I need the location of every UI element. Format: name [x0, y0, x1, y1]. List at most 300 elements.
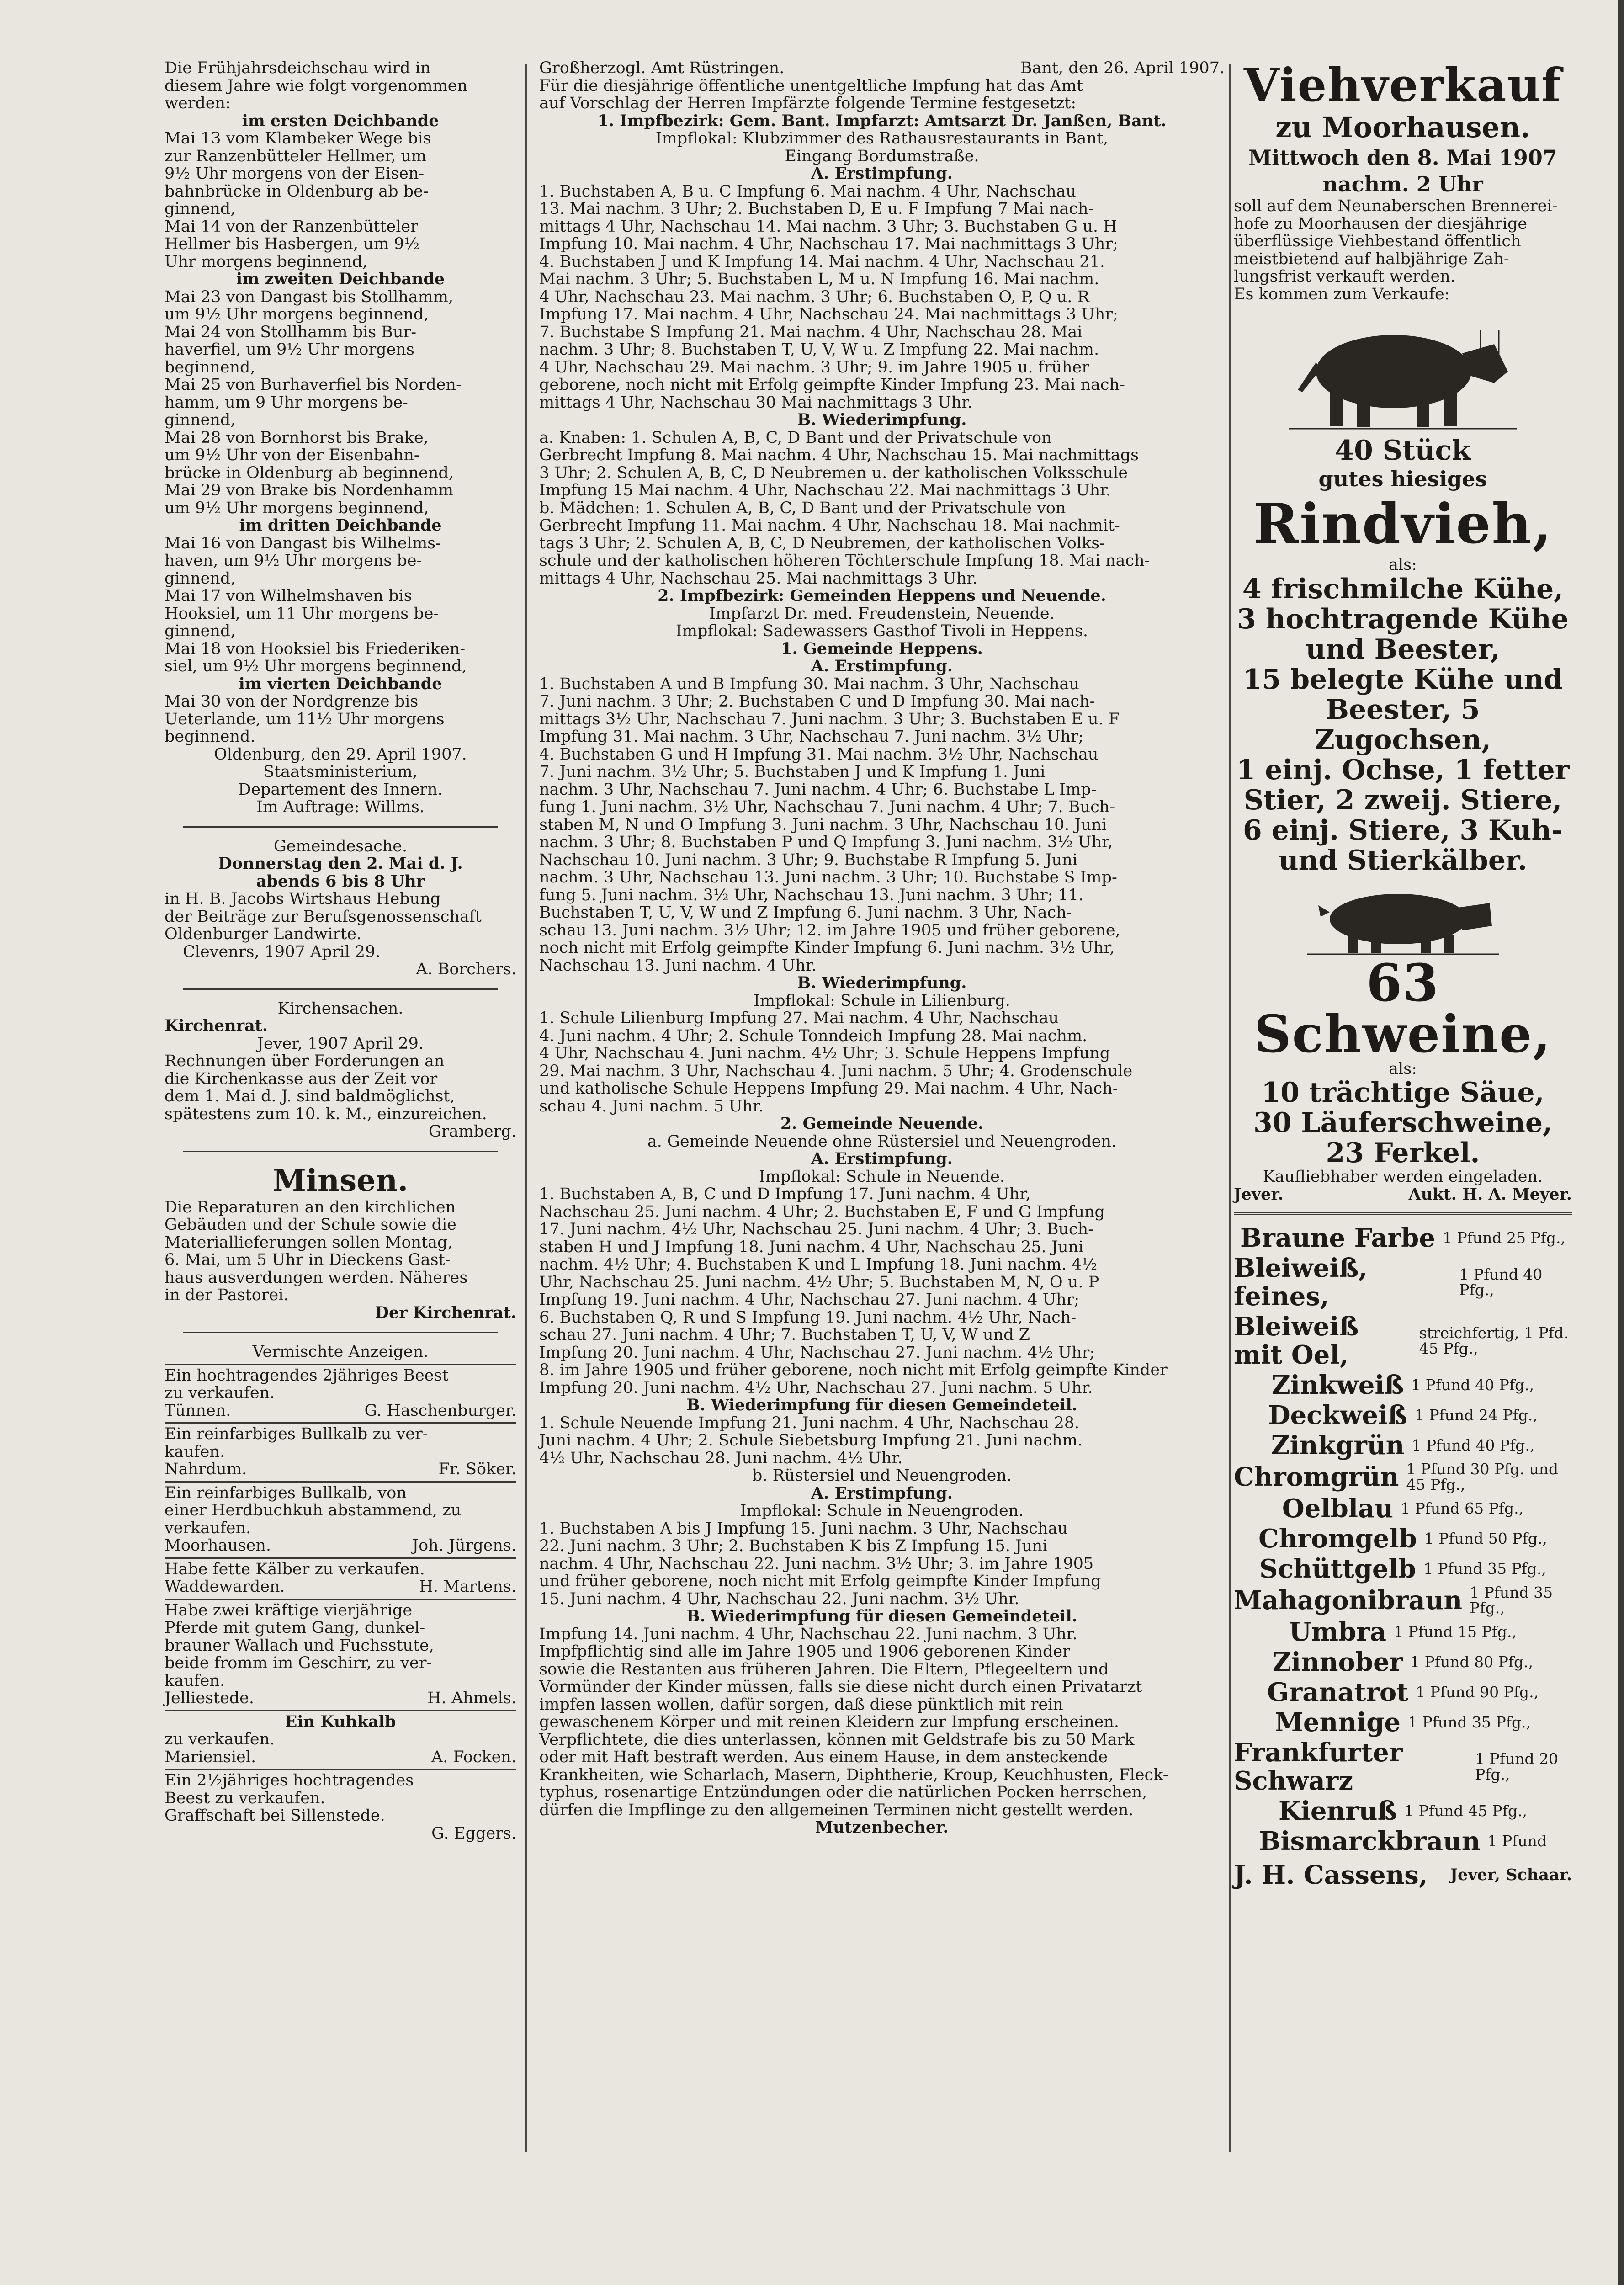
- paint-price: 1 Pfund 40 Pfg.,: [1412, 1436, 1535, 1454]
- minsen-heading: Minsen.: [272, 1162, 409, 1198]
- notice-line: noch nicht mit Erfolg geimpfte Kinder Impfung 6. Juni nachm. 3½ Uhr,: [539, 939, 1115, 957]
- cow-illustration: [1234, 303, 1572, 436]
- ad-name: Aukt. H. A. Meyer.: [1408, 1185, 1572, 1204]
- column-right: [1234, 59, 1572, 1890]
- ad-footer: [165, 1537, 516, 1555]
- notice-line: Verpflichtete, die dies unterlassen, können mit Geldstrafe bis zu 50 Mark: [539, 1730, 1135, 1749]
- notice-line: gewaschenem Körper und mit reinen Kleidern zur Impfung erscheinen.: [539, 1713, 1120, 1731]
- notice-line: um 9½ Uhr morgens beginnend,: [165, 305, 429, 324]
- paint-name: Zinnober: [1272, 1647, 1403, 1677]
- paint-name: Chromgrün: [1234, 1462, 1399, 1492]
- notice-line: Vormünder der Kinder müssen, falls sie diese nicht durch einen Privatarzt: [539, 1678, 1142, 1696]
- ad-line: kaufen.: [165, 1671, 225, 1690]
- paint-name: Granatrot: [1267, 1677, 1409, 1707]
- ad-footer: [165, 1825, 516, 1843]
- notice-line: auf Vorschlag der Herren Impfärzte folgende Termine festgesetzt:: [539, 94, 1077, 112]
- ad-line: meistbietend auf halbjährige Zah-: [1234, 250, 1509, 268]
- notice-line: Nachschau 13. Juni nachm. 4 Uhr.: [539, 956, 817, 975]
- notice-line: spätestens zum 10. k. M., einzureichen.: [165, 1105, 487, 1123]
- paint-item: [1234, 1254, 1572, 1311]
- notice-line: Mai 23 von Dangast bis Stollhamm,: [165, 287, 454, 306]
- notice-line: ginnend,: [165, 569, 236, 588]
- paint-item: [1234, 1648, 1572, 1676]
- notice-line: Ueterlande, um 11½ Uhr morgens: [165, 710, 445, 728]
- ad-line: Graffschaft bei Sillenstede.: [165, 1807, 385, 1825]
- notice-line: Impfung 10. Mai nachm. 4 Uhr, Nachschau 17. Mai nachmittags 3 Uhr;: [539, 235, 1118, 253]
- cattle-line: und Stierkälber.: [1278, 844, 1528, 877]
- ad-line: überflüssige Viehbestand öffentlich: [1234, 232, 1521, 250]
- paint-name: Umbra: [1289, 1617, 1386, 1647]
- section-heading: Gemeindesache.: [273, 837, 408, 856]
- notice-line: schau 13. Juni nachm. 3½ Uhr; 12. im Jahre 1905 und früher geborene,: [539, 921, 1120, 940]
- paint-price: streichfertig, 1 Pfd. 45 Pfg.,: [1419, 1324, 1569, 1357]
- notice-line: Impfung 31. Mai nachm. 3 Uhr, Nachschau 7. Juni nachm. 3½ Uhr;: [539, 728, 1084, 746]
- paint-price: 1 Pfund 90 Pfg.,: [1416, 1683, 1539, 1701]
- notice-line: 1. Buchstaben A, B, C und D Impfung 17. Juni nachm. 4 Uhr,: [539, 1185, 1031, 1203]
- paint-price: 1 Pfund 40 Pfg.,: [1411, 1376, 1534, 1394]
- pig-icon: [1307, 876, 1499, 958]
- notice-line: 6. Mai, um 5 Uhr in Dieckens Gast-: [165, 1251, 451, 1269]
- signature-line: Oldenburg, den 29. April 1907.: [214, 745, 467, 764]
- notice-line: und früher geborene, noch nicht mit Erfolg geimpfte Kinder Impfung: [539, 1572, 1101, 1590]
- notice-line: Mai 30 von der Nordgrenze bis: [165, 692, 419, 711]
- subheading: A. Erstimpfung.: [811, 1149, 953, 1168]
- column-left: [165, 59, 516, 1842]
- notice-line: mittags 4 Uhr, Nachschau 25. Mai nachmittags 3 Uhr.: [539, 569, 978, 588]
- column-middle: [539, 59, 1225, 1837]
- notice-line: Materiallieferungen sollen Montag,: [165, 1233, 453, 1252]
- paint-price: 1 Pfund 45 Pfg.,: [1404, 1802, 1528, 1820]
- ad-line: zu verkaufen.: [165, 1384, 275, 1402]
- notice-line: 9½ Uhr morgens von der Eisen-: [165, 165, 425, 183]
- notice-line: b. Mädchen: 1. Schulen A, B, C, D Bant und der Privatschule von: [539, 499, 1066, 517]
- ad-footer: [165, 1402, 516, 1420]
- ad-line: hofe zu Moorhausen der diesjährige: [1234, 214, 1528, 233]
- paint-name: Oelblau: [1282, 1493, 1394, 1524]
- notice-line: 1. Buchstaben A bis J Impfung 15. Juni nachm. 3 Uhr, Nachschau: [539, 1519, 1068, 1538]
- notice-line: Krankheiten, wie Scharlach, Masern, Diphtherie, Kroup, Keuchhusten, Fleck-: [539, 1765, 1168, 1784]
- signature-line: A. Borchers.: [416, 960, 516, 978]
- notice-line: 4. Juni nachm. 4 Uhr; 2. Schule Tonndeich Impfung 28. Mai nachm.: [539, 1026, 1088, 1045]
- notice-line: Impfung 15 Mai nachm. 4 Uhr, Nachschau 22. Mai nachmittags 3 Uhr.: [539, 481, 1111, 500]
- notice-line: Impfpflichtig sind alle im Jahre 1905 und 1906 geborenen Kinder: [539, 1642, 1070, 1661]
- signature-line: Mutzenbecher.: [815, 1818, 949, 1837]
- notice-line: nachm. 3 Uhr, Nachschau 7. Juni nachm. 4 Uhr; 6. Buchstabe L Imp-: [539, 780, 1097, 799]
- paint-name: Mahagonibraun: [1234, 1585, 1463, 1615]
- ad-line: beide fromm im Geschirr, zu ver-: [165, 1654, 432, 1672]
- ad-name: G. Eggers.: [431, 1824, 516, 1843]
- ad-line: Kaufliebhaber werden eingeladen.: [1263, 1168, 1543, 1186]
- subheading: 2. Gemeinde Neuende.: [780, 1114, 984, 1133]
- notice-line: haverfiel, um 9½ Uhr morgens: [165, 340, 414, 359]
- notice-line: schau 27. Juni nachm. 4 Uhr; 7. Buchstaben T, U, V, W und Z: [539, 1326, 1030, 1344]
- section-heading: im vierten Deichbande: [239, 674, 442, 693]
- ad-line: Habe fette Kälber zu verkaufen.: [165, 1560, 425, 1578]
- pig-illustration: [1234, 876, 1572, 958]
- notice-line: Mai 25 von Burhaverfiel bis Norden-: [165, 376, 462, 394]
- notice-line: geborene, noch nicht mit Erfolg geimpfte Kinder Impfung 23. Mai nach-: [539, 376, 1125, 394]
- ad-line: einer Herdbuchkuh abstammend, zu: [165, 1501, 462, 1520]
- notice-line: nachm. 3 Uhr, Nachschau 13. Juni nachm. 3 Uhr; 10. Buchstabe S Imp-: [539, 868, 1117, 887]
- subheading: 1. Gemeinde Heppens.: [781, 639, 983, 658]
- separator-rule: [183, 988, 498, 990]
- notice-line: der Beiträge zur Berufsgenossenschaft: [165, 907, 482, 926]
- notice-line: ginnend,: [165, 622, 236, 640]
- subheading: A. Erstimpfung.: [811, 164, 953, 183]
- ad-rindvieh: Rindvieh,: [1253, 492, 1553, 556]
- subheading: B. Wiederimpfung für diesen Gemeindeteil.: [686, 1607, 1077, 1626]
- ad-line: verkaufen.: [165, 1519, 251, 1537]
- cattle-line: Stier, 2 zweij. Stiere,: [1243, 784, 1562, 816]
- notice-line: fung 5. Juni nachm. 3½ Uhr, Nachschau 13. Juni nachm. 3 Uhr; 11.: [539, 886, 1084, 904]
- paint-price: 1 Pfund 80 Pfg.,: [1410, 1653, 1534, 1671]
- lokal-line: Impflokal: Schule in Neuengroden.: [740, 1502, 1024, 1520]
- notice-line: 7. Buchstabe S Impfung 21. Mai nachm. 4 Uhr, Nachschau 28. Mai: [539, 323, 1083, 341]
- notice-line: schau 4. Juni nachm. 5 Uhr.: [539, 1097, 764, 1116]
- notice-line: 3 Uhr; 2. Schulen A, B, C, D Neubremen u. der katholischen Volksschule: [539, 463, 1128, 482]
- notice-line: 4½ Uhr, Nachschau 28. Juni nachm. 4½ Uhr.: [539, 1449, 903, 1467]
- firm-location: Jever, Schaar.: [1450, 1865, 1572, 1884]
- lokal-line: Impflokal: Schule in Neuende.: [759, 1167, 1005, 1186]
- ad-name: H. Martens.: [419, 1578, 516, 1596]
- paint-name: Bleiweiß, feines,: [1234, 1253, 1368, 1312]
- ad-line: lungsfrist verkauft werden.: [1234, 267, 1455, 286]
- ad-line: Ein reinfarbiges Bullkalb zu ver-: [165, 1425, 428, 1443]
- signature-line: Gramberg.: [428, 1122, 516, 1141]
- ad-name: G. Haschenburger.: [364, 1401, 516, 1420]
- classified-ad: [165, 1599, 516, 1707]
- paint-name: Deckweiß: [1268, 1400, 1407, 1430]
- lokal-line: a. Gemeinde Neuende ohne Rüstersiel und Neuengroden.: [647, 1132, 1117, 1151]
- notice-line: 17. Juni nachm. 4½ Uhr, Nachschau 25. Juni nachm. 4 Uhr; 3. Buch-: [539, 1220, 1094, 1238]
- paint-price: 1 Pfund 30 Pfg. und 45 Pfg.,: [1406, 1460, 1559, 1493]
- notice-line: nachm. 3 Uhr; 8. Buchstaben T, U, V, W u. Z Impfung 22. Mai nachm.: [539, 340, 1099, 359]
- district-line: 1. Impfbezirk: Gem. Bant. Impfarzt: Amtsarzt Dr. Janßen, Bant.: [597, 111, 1167, 130]
- cattle-line: Beester, 5 Zugochsen,: [1314, 693, 1491, 756]
- notice-line: hamm, um 9 Uhr morgens be-: [165, 393, 408, 412]
- ad-schweine: 63 Schweine,: [1254, 953, 1552, 1064]
- date-line: Bant, den 26. April 1907.: [1020, 59, 1225, 77]
- cattle-line: 15 belegte Kühe und: [1242, 663, 1563, 696]
- district-2: [539, 587, 1225, 640]
- pig-line: 10 trächtige Säue,: [1261, 1077, 1544, 1109]
- cattle-line: 6 einj. Stiere, 3 Kuh-: [1243, 814, 1563, 846]
- paint-price: 1 Pfund: [1487, 1832, 1547, 1850]
- ad-line: als:: [1389, 1059, 1417, 1078]
- pig-line: 23 Ferkel.: [1326, 1137, 1480, 1169]
- separator-rule: [183, 1151, 498, 1152]
- column-rule: [525, 64, 527, 2152]
- ad-line: Ein hochtragendes 2jähriges Beest: [165, 1366, 449, 1385]
- notice-line: dem 1. Mai d. J. sind baldmöglichst,: [165, 1087, 455, 1105]
- ad-line: Habe zwei kräftige vierjährige: [165, 1601, 413, 1620]
- subheading: B. Wiederimpfung.: [797, 410, 967, 429]
- paint-item: [1234, 1371, 1572, 1399]
- notice-line: Die Reparaturen an den kirchlichen: [165, 1198, 456, 1217]
- notice-line: 4 Uhr, Nachschau 4. Juni nachm. 4½ Uhr; 3. Schule Heppens Impfung: [539, 1044, 1110, 1063]
- pig-line: 30 Läuferschweine,: [1253, 1107, 1552, 1139]
- ad-subtitle: gutes hiesiges: [1318, 467, 1487, 491]
- notice-line: 7. Juni nachm. 3 Uhr; 2. Buchstaben C und D Impfung 30. Mai nach-: [539, 692, 1095, 711]
- ad-date: Mittwoch den 8. Mai 1907: [1248, 145, 1557, 170]
- notice-line: oder mit Haft bestraft werden. Aus einem Hause, in dem ansteckende: [539, 1748, 1108, 1766]
- notice-line: Gebäuden und der Schule sowie die: [165, 1216, 456, 1234]
- paint-name: Chromgelb: [1258, 1524, 1417, 1554]
- notice-line: Uhr morgens beginnend,: [165, 252, 368, 271]
- paint-item: [1234, 1431, 1572, 1460]
- notice-line: Die Frühjahrsdeichschau wird in: [165, 59, 431, 77]
- ad-subtitle: zu Moorhausen.: [1275, 111, 1530, 144]
- notice-line: Nachschau 10. Juni nachm. 3 Uhr; 9. Buchstabe R Impfung 5. Juni: [539, 850, 1077, 869]
- notice-line: 1. Buchstaben A und B Impfung 30. Mai nachm. 3 Uhr, Nachschau: [539, 675, 1079, 693]
- paint-name: Zinkgrün: [1271, 1430, 1405, 1461]
- ad-line: soll auf dem Neunaberschen Brennerei-: [1234, 197, 1558, 215]
- district-line: Eingang Bordumstraße.: [785, 147, 979, 165]
- ad-line: Pferde mit gutem Gang, dunkel-: [165, 1619, 425, 1637]
- subheading: Kirchenrat.: [165, 1016, 268, 1035]
- notice-line: typhus, rosenartige Entzündungen oder die natürlichen Pocken herrschen,: [539, 1783, 1147, 1801]
- notice-line: ginnend,: [165, 411, 236, 429]
- notice-line: die Kirchenkasse aus der Zeit vor: [165, 1069, 438, 1088]
- ad-place: Moorhausen.: [165, 1536, 271, 1555]
- notice-line: in der Pastorei.: [165, 1286, 289, 1304]
- ad-time: nachm. 2 Uhr: [1322, 172, 1483, 197]
- paint-name: Frankfurter Schwarz: [1234, 1738, 1403, 1796]
- section-heading: Vermischte Anzeigen.: [252, 1343, 429, 1361]
- notice-line: 4. Buchstaben G und H Impfung 31. Mai nachm. 3½ Uhr, Nachschau: [539, 745, 1099, 764]
- section-heading: im ersten Deichbande: [242, 111, 439, 130]
- notice-line: um 9½ Uhr morgens beginnend,: [165, 499, 429, 517]
- district-line: Impfarzt Dr. med. Freudenstein, Neuende.: [709, 604, 1055, 623]
- subheading: A. Erstimpfung.: [811, 657, 953, 675]
- notice-line: Mai 24 von Stollhamm bis Bur-: [165, 323, 417, 341]
- cattle-line: 4 frischmilche Kühe,: [1242, 573, 1564, 605]
- section-heading: Kirchensachen.: [277, 999, 403, 1018]
- notice-line: Hooksiel, um 11 Uhr morgens be-: [165, 604, 439, 623]
- ad-title: Viehverkauf: [1243, 58, 1562, 112]
- date-line: abends 6 bis 8 Uhr: [256, 871, 425, 891]
- paint-price: 1 Pfund 65 Pfg.,: [1401, 1499, 1524, 1517]
- paint-item: [1234, 1494, 1572, 1523]
- separator-rule: [183, 1332, 498, 1333]
- ad-footer: [165, 1578, 516, 1596]
- district-line: Impflokal: Klubzimmer des Rathausrestaurants in Bant,: [655, 129, 1109, 148]
- paint-item: [1234, 1678, 1572, 1706]
- paint-price: 1 Pfund 24 Pfg.,: [1414, 1406, 1538, 1424]
- notice-line: und katholische Schule Heppens Impfung 29. Mai nachm. 4 Uhr, Nach-: [539, 1079, 1118, 1098]
- paint-price: 1 Pfund 35 Pfg.,: [1408, 1713, 1531, 1731]
- notice-line: beginnend,: [165, 358, 255, 377]
- notice-line: 22. Juni nachm. 3 Uhr; 2. Buchstaben K bis Z Impfung 15. Juni: [539, 1537, 1048, 1555]
- ad-place: Nahrdum.: [165, 1460, 247, 1478]
- paint-price: 1 Pfund 40 Pfg.,: [1459, 1265, 1543, 1299]
- district-line: Impflokal: Sadewassers Gasthof Tivoli in Heppens.: [676, 622, 1088, 640]
- paint-name: Schüttgelb: [1259, 1554, 1416, 1584]
- paint-item: [1234, 1461, 1572, 1493]
- subheading: B. Wiederimpfung für diesen Gemeindeteil.: [686, 1396, 1077, 1414]
- ad-footer: [165, 1690, 516, 1707]
- paint-name: Kienruß: [1278, 1796, 1397, 1826]
- scan-edge: [1618, 0, 1624, 2285]
- ad-name: Fr. Söker.: [438, 1460, 516, 1478]
- notice-line: 1. Buchstaben A, B u. C Impfung 6. Mai nachm. 4 Uhr, Nachschau: [539, 182, 1076, 201]
- cow-icon: [1289, 303, 1517, 436]
- notice-line: Mai 29 von Brake bis Nordenhamm: [165, 481, 454, 500]
- section-heading: im dritten Deichbande: [239, 516, 442, 535]
- paint-item: [1234, 1313, 1572, 1369]
- notice-line: 4 Uhr, Nachschau 29. Mai nachm. 3 Uhr; 9. im Jahre 1905 u. früher: [539, 358, 1089, 377]
- notice-line: haus ausverdungen werden. Näheres: [165, 1268, 468, 1287]
- ad-place: Waddewarden.: [165, 1578, 285, 1596]
- ad-place: Jelliestede.: [165, 1689, 255, 1707]
- signature-line: Staatsministerium,: [263, 763, 418, 781]
- ad-line: Beest zu verkaufen.: [165, 1789, 325, 1807]
- lokal-line: Impflokal: Schule in Lilienburg.: [754, 991, 1010, 1010]
- paint-item: [1234, 1738, 1572, 1795]
- ad-footer: [165, 1748, 516, 1766]
- notice-line: Rechnungen über Forderungen an: [165, 1052, 445, 1070]
- notice-line: nachm. 4½ Uhr; 4. Buchstaben K und L Impfung 18. Juni nachm. 4½: [539, 1255, 1098, 1274]
- paint-price: 1 Pfund 35 Pfg.,: [1423, 1560, 1546, 1578]
- ad-footer: [165, 1461, 516, 1478]
- ad-place: Tünnen.: [165, 1401, 231, 1420]
- notice-line: Buchstaben T, U, V, W und Z Impfung 6. Juni nachm. 3 Uhr, Nach-: [539, 903, 1072, 922]
- ad-line: Ein reinfarbiges Bullkalb, von: [165, 1483, 407, 1502]
- notice-line: Uhr, Nachschau 25. Juni nachm. 4½ Uhr; 5. Buchstaben M, N, O u. P: [539, 1273, 1099, 1291]
- paint-price: 1 Pfund 25 Pfg.,: [1442, 1229, 1566, 1247]
- notice-line: Impfung 20. Juni nachm. 4 Uhr, Nachschau 27. Juni nachm. 4½ Uhr;: [539, 1343, 1095, 1362]
- notice-line: ginnend,: [165, 200, 236, 218]
- ad-line: kaufen.: [165, 1442, 225, 1461]
- notice-line: 4. Buchstaben J und K Impfung 14. Mai nachm. 4 Uhr, Nachschau 21.: [539, 252, 1105, 271]
- signature-line: Im Auftrage: Willms.: [256, 798, 425, 816]
- notice-line: mittags 4 Uhr, Nachschau 14. Mai nachm. 3 Uhr; 3. Buchstaben G u. H: [539, 217, 1117, 236]
- paint-item: [1234, 1827, 1572, 1855]
- ad-name: H. Ahmels.: [427, 1689, 516, 1707]
- date-line: Donnerstag den 2. Mai d. J.: [218, 854, 463, 873]
- notice-line: brücke in Oldenburg ab beginnend,: [165, 463, 454, 482]
- notice-line: Hellmer bis Hasbergen, um 9½: [165, 235, 420, 253]
- notice-line: Mai 28 von Bornhorst bis Brake,: [165, 428, 429, 447]
- notice-line: Impfung 14. Juni nachm. 4 Uhr, Nachschau 22. Juni nachm. 3 Uhr.: [539, 1625, 1077, 1643]
- ad-line: brauner Wallach und Fuchsstute,: [165, 1636, 434, 1655]
- notice-line: impfen lassen wollen, dafür sorgen, daß diese pünktlich mit rein: [539, 1695, 1063, 1714]
- classified-ad: [165, 1422, 516, 1478]
- notice-line: 8. im Jahre 1905 und früher geborene, noch nicht mit Erfolg geimpfte Kinder: [539, 1361, 1168, 1379]
- notice-line: 1. Schule Lilienburg Impfung 27. Mai nachm. 4 Uhr, Nachschau: [539, 1009, 1059, 1027]
- paint-item: [1234, 1224, 1572, 1252]
- classified-ad: [165, 1710, 516, 1766]
- signature-line: Departement des Innern.: [238, 780, 443, 799]
- notice-line: beginnend.: [165, 728, 255, 746]
- notice-line: Gerbrecht Impfung 11. Mai nachm. 4 Uhr, Nachschau 18. Mai nachmit-: [539, 516, 1120, 535]
- notice-line: tags 3 Uhr; 2. Schulen A, B, C, D Neubremen, der katholischen Volks-: [539, 534, 1105, 553]
- paint-name: Bleiweiß mit Oel,: [1234, 1312, 1359, 1370]
- notice-line: Mai 13 vom Klambeker Wege bis: [165, 129, 431, 148]
- notice-line: Juni nachm. 4 Uhr; 2. Schule Siebetsburg Impfung 21. Juni nachm.: [539, 1431, 1083, 1450]
- classified-ad: [165, 1557, 516, 1596]
- signature-line: Der Kirchenrat.: [375, 1303, 516, 1322]
- ad-line: Ein 2½jähriges hochtragendes: [165, 1771, 414, 1790]
- cattle-line: 3 hochtragende Kühe: [1237, 603, 1569, 635]
- notice-line: Mai 18 von Hooksiel bis Friederiken-: [165, 639, 466, 658]
- notice-line: mittags 3½ Uhr, Nachschau 7. Juni nachm. 3 Uhr; 3. Buchstaben E u. F: [539, 710, 1120, 728]
- classified-ad: [165, 1364, 516, 1420]
- separator-rule: [1234, 1212, 1572, 1215]
- notice-line: siel, um 9½ Uhr morgens beginnend,: [165, 657, 467, 675]
- ad-name: A. Focken.: [431, 1748, 516, 1766]
- notice-line: sowie die Restanten aus früheren Jahren. Die Eltern, Pflegeeltern und: [539, 1660, 1109, 1679]
- notice-line: haven, um 9½ Uhr morgens be-: [165, 552, 422, 570]
- notice-line: nachm. 3 Uhr; 8. Buchstaben P und Q Impfung 3. Juni nachm. 3½ Uhr,: [539, 833, 1113, 851]
- firm-footer: [1234, 1860, 1572, 1890]
- paint-price: 1 Pfund 20 Pfg.,: [1475, 1750, 1559, 1783]
- notice-line: mittags 4 Uhr, Nachschau 30 Mai nachmittags 3 Uhr.: [539, 393, 973, 412]
- notice-header: [539, 59, 1225, 77]
- ad-footer: [1234, 1186, 1572, 1204]
- ad-name: Joh. Jürgens.: [412, 1536, 516, 1555]
- ad-line: als:: [1389, 556, 1417, 574]
- notice-line: Mai nachm. 3 Uhr; 5. Buchstaben L, M u. N Impfung 16. Mai nachm.: [539, 270, 1099, 288]
- paint-item: [1234, 1618, 1572, 1646]
- notice-line: staben M, N und O Impfung 3. Juni nachm. 3 Uhr, Nachschau 10. Juni: [539, 815, 1107, 834]
- notice-line: nachm. 4 Uhr, Nachschau 22. Juni nachm. 3½ Uhr; 3. im Jahre 1905: [539, 1554, 1094, 1573]
- paint-price: 1 Pfund 15 Pfg.,: [1394, 1623, 1517, 1641]
- subheading: B. Wiederimpfung.: [797, 973, 967, 992]
- ad-heading: Ein Kuhkalb: [285, 1712, 396, 1731]
- notice-line: Mai 14 von der Ranzenbütteler: [165, 217, 418, 236]
- notice-line: 13. Mai nachm. 3 Uhr; 2. Buchstaben D, E u. F Impfung 7 Mai nach-: [539, 200, 1094, 218]
- notice-line: in H. B. Jacobs Wirtshaus Hebung: [165, 890, 441, 908]
- ad-count: 40 Stück: [1335, 435, 1471, 467]
- paint-item: [1234, 1525, 1572, 1553]
- notice-line: staben H und J Impfung 18. Juni nachm. 4 Uhr, Nachschau 25. Juni: [539, 1238, 1084, 1256]
- notice-line: bahnbrücke in Oldenburg ab be-: [165, 182, 429, 201]
- separator-rule: [183, 826, 498, 828]
- paint-item: [1234, 1708, 1572, 1737]
- notice-line: Mai 17 von Wilhelmshaven bis: [165, 587, 412, 605]
- notice-line: 6. Buchstaben Q, R und S Impfung 19. Juni nachm. 4½ Uhr, Nach-: [539, 1308, 1077, 1327]
- notice-line: um 9½ Uhr von der Eisenbahn-: [165, 446, 419, 464]
- section-heading: im zweiten Deichbande: [236, 270, 445, 288]
- notice-line: fung 1. Juni nachm. 3½ Uhr, Nachschau 7. Juni nachm. 4 Uhr; 7. Buch-: [539, 798, 1115, 816]
- notice-line: a. Knaben: 1. Schulen A, B, C, D Bant und der Privatschule von: [539, 428, 1052, 447]
- ad-line: Es kommen zum Verkaufe:: [1234, 285, 1450, 303]
- lokal-line: b. Rüstersiel und Neuengroden.: [752, 1467, 1012, 1485]
- notice-line: Gerbrecht Impfung 8. Mai nachm. 4 Uhr, Nachschau 15. Mai nachmittags: [539, 446, 1139, 464]
- notice-line: werden:: [165, 94, 231, 112]
- notice-line: Nachschau 25. Juni nachm. 4 Uhr; 2. Buchstaben E, F und G Impfung: [539, 1202, 1105, 1221]
- notice-line: Für die diesjährige öffentliche unentgeltliche Impfung hat das Amt: [539, 76, 1083, 95]
- ad-place: Jever.: [1234, 1185, 1284, 1204]
- paint-name: Braune Farbe: [1240, 1223, 1435, 1253]
- notice-line: diesem Jahre wie folgt vorgenommen: [165, 76, 468, 95]
- date-line: Jever, 1907 April 29.: [257, 1034, 424, 1053]
- date-line: Clevenrs, 1907 April 29.: [183, 942, 381, 961]
- notice-line: 15. Juni nachm. 4 Uhr, Nachschau 22. Juni nachm. 3½ Uhr.: [539, 1589, 1019, 1608]
- notice-line: 1. Schule Neuende Impfung 21. Juni nachm. 4 Uhr, Nachschau 28.: [539, 1414, 1080, 1432]
- firm-name: J. H. Cassens,: [1234, 1860, 1428, 1890]
- column-rule: [1229, 64, 1231, 2152]
- notice-line: Impfung 17. Mai nachm. 4 Uhr, Nachschau 24. Mai nachmittags 3 Uhr;: [539, 305, 1118, 324]
- paint-item: [1234, 1555, 1572, 1583]
- notice-line: schule und der katholischen höheren Töchterschule Impfung 18. Mai nach-: [539, 552, 1150, 570]
- cattle-line: 1 einj. Ochse, 1 fetter: [1236, 754, 1570, 786]
- paint-item: [1234, 1585, 1572, 1616]
- ad-place: Mariensiel.: [165, 1748, 256, 1766]
- paint-name: Bismarckbraun: [1259, 1826, 1481, 1856]
- classified-ad: [165, 1481, 516, 1555]
